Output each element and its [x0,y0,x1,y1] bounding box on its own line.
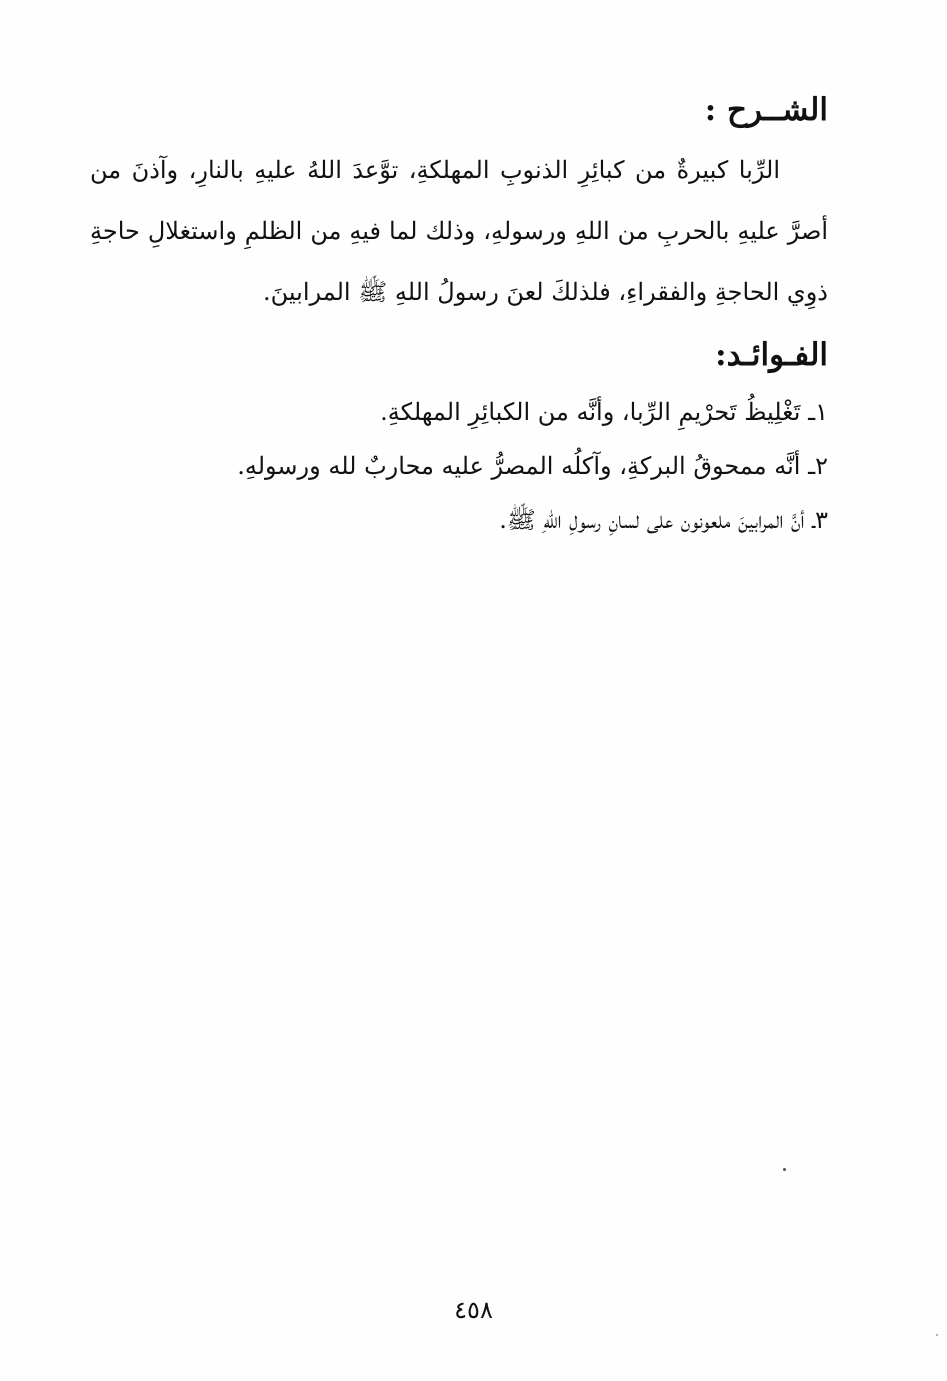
fawaid-heading: الفـوائـد: [715,337,828,373]
fawaid-list [90,385,828,547]
sharh-heading: الشــرح : [704,92,828,128]
fawaid-item-1: ١ـ تَغْلِيظُ تَحرْيمِ الرِّبا، وأنَّه من الكبائِرِ المهلكةِ. [380,398,828,426]
fawaid-item-3: ٣ـ أنَّ المرابينَ ملعونون على لسانِ رسولِ اللهِ ﷺ. [499,506,828,534]
fawaid-item-2: ٢ـ أنَّه ممحوقُ البركةِ، وآكلُه المصرُّ عليه محاربٌ لله ورسولهِ. [237,452,828,480]
scan-speck [783,1168,786,1171]
scan-speck [936,1334,938,1336]
page-content [90,88,828,547]
sharh-paragraph: الرِّبا كبيرةٌ من كبائِرِ الذنوبِ المهلكةِ، توَّعدَ اللهُ عليهِ بالنارِ، وآذنَ من أصرَّ عليهِ بالحربِ من اللهِ ورسولهِ، وذلك لما فيهِ من الظلمِ واستغلالِ حاجةِ ذوِي الحاجةِ والفقراءِ، فلذلكَ لعنَ رسولُ اللهِ ﷺ المرابينَ. [90,156,828,306]
page-number: ٤٥٨ [454,1296,493,1324]
